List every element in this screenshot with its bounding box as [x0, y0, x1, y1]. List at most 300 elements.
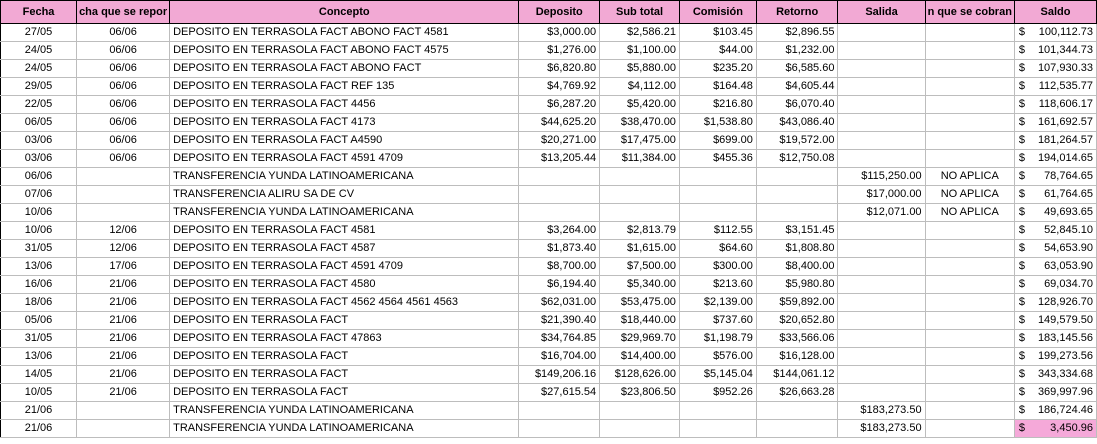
- cell-retorno[interactable]: $1,232.00: [756, 42, 838, 60]
- cell-fecha-reporte[interactable]: [77, 186, 170, 204]
- cell-fecha[interactable]: 07/06: [1, 186, 77, 204]
- saldo-amount: 54,653.90: [1044, 242, 1093, 254]
- cell-retorno[interactable]: $12,750.08: [756, 150, 838, 168]
- cell-concepto[interactable]: DEPOSITO EN TERRASOLA FACT 4580: [170, 276, 519, 294]
- cell-sub-total[interactable]: [600, 186, 680, 204]
- cell-fecha[interactable]: 18/06: [1, 294, 77, 312]
- cell-deposito[interactable]: $8,700.00: [519, 258, 600, 276]
- cell-cobran[interactable]: [925, 96, 1014, 114]
- cell-concepto[interactable]: TRANSFERENCIA ALIRU SA DE CV: [170, 186, 519, 204]
- cell-cobran[interactable]: [925, 348, 1014, 366]
- cell-cobran[interactable]: [925, 294, 1014, 312]
- saldo-amount: 186,724.46: [1037, 404, 1093, 416]
- cell-concepto[interactable]: TRANSFERENCIA YUNDA LATINOAMERICANA: [170, 420, 519, 438]
- cell-saldo[interactable]: [1014, 60, 1096, 78]
- cell-cobran[interactable]: NO APLICA: [925, 204, 1014, 222]
- cell-saldo[interactable]: [1014, 186, 1096, 204]
- saldo-amount: 128,926.70: [1037, 296, 1093, 308]
- cell-cobran[interactable]: [925, 402, 1014, 420]
- cell-sub-total[interactable]: $1,100.00: [600, 42, 680, 60]
- cell-concepto[interactable]: DEPOSITO EN TERRASOLA FACT 4581: [170, 222, 519, 240]
- cell-salida[interactable]: [838, 240, 925, 258]
- cell-cobran[interactable]: NO APLICA: [925, 186, 1014, 204]
- saldo-amount: 194,014.65: [1037, 152, 1093, 164]
- cell-comision[interactable]: $699.00: [679, 132, 756, 150]
- cell-deposito[interactable]: $3,000.00: [519, 24, 600, 42]
- cell-fecha-reporte[interactable]: 21/06: [77, 366, 170, 384]
- currency-symbol: $: [1018, 134, 1026, 146]
- currency-symbol: $: [1018, 314, 1026, 326]
- cell-retorno[interactable]: $2,896.55: [756, 24, 838, 42]
- currency-symbol: $: [1018, 296, 1026, 308]
- cell-concepto[interactable]: DEPOSITO EN TERRASOLA FACT 4587: [170, 240, 519, 258]
- cell-fecha[interactable]: 03/06: [1, 150, 77, 168]
- table-row: [1, 402, 1097, 420]
- cell-deposito[interactable]: $149,206.16: [519, 366, 600, 384]
- saldo-amount: 100,112.73: [1038, 26, 1093, 38]
- cell-fecha[interactable]: 27/05: [1, 24, 77, 42]
- cell-concepto[interactable]: DEPOSITO EN TERRASOLA FACT A4590: [170, 132, 519, 150]
- cell-fecha[interactable]: 29/05: [1, 78, 77, 96]
- cell-fecha[interactable]: 24/05: [1, 42, 77, 60]
- cell-deposito[interactable]: $1,873.40: [519, 240, 600, 258]
- cell-retorno[interactable]: [756, 186, 838, 204]
- cell-retorno[interactable]: $59,892.00: [756, 294, 838, 312]
- cell-saldo[interactable]: [1014, 402, 1096, 420]
- cell-saldo[interactable]: [1014, 276, 1096, 294]
- cell-fecha-reporte[interactable]: 06/06: [77, 78, 170, 96]
- header-saldo[interactable]: Saldo: [1014, 1, 1096, 24]
- cell-cobran[interactable]: [925, 150, 1014, 168]
- cell-cobran[interactable]: [925, 114, 1014, 132]
- cell-sub-total[interactable]: $1,615.00: [600, 240, 680, 258]
- cell-concepto[interactable]: DEPOSITO EN TERRASOLA FACT 4591 4709: [170, 150, 519, 168]
- cell-sub-total[interactable]: $11,384.00: [600, 150, 680, 168]
- cell-fecha[interactable]: 16/06: [1, 276, 77, 294]
- cell-deposito[interactable]: $3,264.00: [519, 222, 600, 240]
- cell-retorno[interactable]: [756, 168, 838, 186]
- header-deposito[interactable]: Deposito: [519, 1, 600, 24]
- cell-fecha-reporte[interactable]: 06/06: [77, 150, 170, 168]
- table-row: [1, 294, 1097, 312]
- cell-salida[interactable]: $17,000.00: [838, 186, 925, 204]
- cell-fecha-reporte[interactable]: 06/06: [77, 132, 170, 150]
- table-row: [1, 204, 1097, 222]
- cell-sub-total[interactable]: $4,112.00: [600, 78, 680, 96]
- cell-saldo[interactable]: [1014, 24, 1096, 42]
- cell-salida[interactable]: [838, 384, 925, 402]
- table-row: [1, 24, 1097, 42]
- cell-fecha-reporte[interactable]: 12/06: [77, 240, 170, 258]
- cell-sub-total[interactable]: $128,626.00: [600, 366, 680, 384]
- cell-fecha-reporte[interactable]: [77, 402, 170, 420]
- currency-symbol: $: [1018, 188, 1026, 200]
- currency-symbol: $: [1018, 278, 1026, 290]
- saldo-amount: 69,034.70: [1044, 278, 1093, 290]
- cell-comision[interactable]: [679, 204, 756, 222]
- cell-retorno[interactable]: $20,652.80: [756, 312, 838, 330]
- cell-cobran[interactable]: [925, 222, 1014, 240]
- cell-sub-total[interactable]: $17,475.00: [600, 132, 680, 150]
- cell-comision[interactable]: [679, 168, 756, 186]
- cell-comision[interactable]: $112.55: [679, 222, 756, 240]
- cell-retorno[interactable]: $5,980.80: [756, 276, 838, 294]
- cell-retorno[interactable]: $6,070.40: [756, 96, 838, 114]
- currency-symbol: $: [1018, 152, 1026, 164]
- currency-symbol: $: [1018, 170, 1026, 182]
- cell-comision[interactable]: [679, 420, 756, 438]
- cell-salida[interactable]: [838, 150, 925, 168]
- cell-fecha-reporte[interactable]: 06/06: [77, 96, 170, 114]
- cell-deposito[interactable]: $4,769.92: [519, 78, 600, 96]
- cell-concepto[interactable]: TRANSFERENCIA YUNDA LATINOAMERICANA: [170, 204, 519, 222]
- cell-sub-total[interactable]: $5,880.00: [600, 60, 680, 78]
- cell-sub-total[interactable]: [600, 402, 680, 420]
- table-row: [1, 42, 1097, 60]
- cell-cobran[interactable]: [925, 258, 1014, 276]
- header-cobran[interactable]: n que se cobran: [925, 1, 1014, 24]
- cell-concepto[interactable]: DEPOSITO EN TERRASOLA FACT 4173: [170, 114, 519, 132]
- table-row: [1, 330, 1097, 348]
- cell-fecha[interactable]: 31/05: [1, 240, 77, 258]
- cell-deposito[interactable]: $44,625.20: [519, 114, 600, 132]
- cell-concepto[interactable]: TRANSFERENCIA YUNDA LATINOAMERICANA: [170, 168, 519, 186]
- cell-concepto[interactable]: DEPOSITO EN TERRASOLA FACT 4591 4709: [170, 258, 519, 276]
- cell-salida[interactable]: [838, 60, 925, 78]
- cell-deposito[interactable]: $13,205.44: [519, 150, 600, 168]
- cell-fecha[interactable]: 10/06: [1, 222, 77, 240]
- header-salida[interactable]: Salida: [838, 1, 925, 24]
- cell-comision[interactable]: $213.60: [679, 276, 756, 294]
- cell-saldo[interactable]: [1014, 240, 1096, 258]
- cell-salida[interactable]: [838, 258, 925, 276]
- cell-concepto[interactable]: DEPOSITO EN TERRASOLA FACT: [170, 384, 519, 402]
- currency-symbol: $: [1018, 242, 1026, 254]
- cell-comision[interactable]: $952.26: [679, 384, 756, 402]
- cell-retorno[interactable]: [756, 204, 838, 222]
- saldo-amount: 161,692.57: [1037, 116, 1093, 128]
- cell-sub-total[interactable]: $5,420.00: [600, 96, 680, 114]
- cell-retorno[interactable]: $19,572.00: [756, 132, 838, 150]
- cell-cobran[interactable]: [925, 42, 1014, 60]
- cell-fecha[interactable]: 21/06: [1, 420, 77, 438]
- cell-fecha[interactable]: 22/05: [1, 96, 77, 114]
- cell-fecha-reporte[interactable]: 21/06: [77, 294, 170, 312]
- cell-sub-total[interactable]: [600, 204, 680, 222]
- cell-saldo[interactable]: [1014, 384, 1096, 402]
- cell-cobran[interactable]: [925, 240, 1014, 258]
- cell-concepto[interactable]: DEPOSITO EN TERRASOLA FACT ABONO FACT: [170, 60, 519, 78]
- cell-deposito[interactable]: [519, 420, 600, 438]
- header-sub-total[interactable]: Sub total: [600, 1, 680, 24]
- cell-saldo[interactable]: [1014, 330, 1096, 348]
- saldo-amount: 181,264.57: [1037, 134, 1093, 146]
- cell-salida[interactable]: $183,273.50: [838, 402, 925, 420]
- cell-salida[interactable]: [838, 330, 925, 348]
- cell-fecha-reporte[interactable]: 17/06: [77, 258, 170, 276]
- cell-cobran[interactable]: [925, 132, 1014, 150]
- cell-salida[interactable]: [838, 276, 925, 294]
- cell-fecha-reporte[interactable]: 06/06: [77, 60, 170, 78]
- cell-retorno[interactable]: $26,663.28: [756, 384, 838, 402]
- table-row: [1, 60, 1097, 78]
- cell-retorno[interactable]: $43,086.40: [756, 114, 838, 132]
- cell-fecha[interactable]: 06/06: [1, 168, 77, 186]
- cell-sub-total[interactable]: [600, 420, 680, 438]
- cell-retorno[interactable]: $8,400.00: [756, 258, 838, 276]
- cell-fecha[interactable]: 10/05: [1, 384, 77, 402]
- cell-cobran[interactable]: [925, 312, 1014, 330]
- cell-deposito[interactable]: $16,704.00: [519, 348, 600, 366]
- cell-cobran[interactable]: [925, 330, 1014, 348]
- cell-salida[interactable]: [838, 24, 925, 42]
- cell-saldo[interactable]: [1014, 366, 1096, 384]
- cell-fecha[interactable]: 13/06: [1, 348, 77, 366]
- cell-saldo[interactable]: [1014, 132, 1096, 150]
- cell-comision[interactable]: [679, 186, 756, 204]
- saldo-amount: 3,450.96: [1050, 422, 1093, 434]
- table-row: [1, 420, 1097, 438]
- cell-fecha-reporte[interactable]: 06/06: [77, 42, 170, 60]
- cell-salida[interactable]: [838, 366, 925, 384]
- saldo-amount: 369,997.96: [1037, 386, 1093, 398]
- cell-saldo[interactable]: [1014, 168, 1096, 186]
- cell-comision[interactable]: $235.20: [679, 60, 756, 78]
- cell-fecha-reporte[interactable]: 21/06: [77, 330, 170, 348]
- cell-deposito[interactable]: $62,031.00: [519, 294, 600, 312]
- cell-deposito[interactable]: $20,271.00: [519, 132, 600, 150]
- cell-sub-total[interactable]: $2,586.21: [600, 24, 680, 42]
- cell-retorno[interactable]: $16,128.00: [756, 348, 838, 366]
- cell-saldo[interactable]: [1014, 114, 1096, 132]
- cell-comision[interactable]: $164.48: [679, 78, 756, 96]
- cell-fecha[interactable]: 31/05: [1, 330, 77, 348]
- cell-sub-total[interactable]: $38,470.00: [600, 114, 680, 132]
- table-row: [1, 258, 1097, 276]
- saldo-amount: 61,764.65: [1044, 188, 1093, 200]
- cell-cobran[interactable]: [925, 420, 1014, 438]
- cell-saldo[interactable]: [1014, 348, 1096, 366]
- cell-fecha-reporte[interactable]: 21/06: [77, 312, 170, 330]
- cell-retorno[interactable]: $1,808.80: [756, 240, 838, 258]
- cell-comision[interactable]: $737.60: [679, 312, 756, 330]
- cell-concepto[interactable]: DEPOSITO EN TERRASOLA FACT REF 135: [170, 78, 519, 96]
- cell-concepto[interactable]: TRANSFERENCIA YUNDA LATINOAMERICANA: [170, 402, 519, 420]
- table-row: [1, 186, 1097, 204]
- cell-comision[interactable]: $576.00: [679, 348, 756, 366]
- table-row: [1, 132, 1097, 150]
- cell-sub-total[interactable]: $23,806.50: [600, 384, 680, 402]
- cell-salida[interactable]: [838, 42, 925, 60]
- cell-saldo[interactable]: [1014, 96, 1096, 114]
- cell-fecha-reporte[interactable]: [77, 168, 170, 186]
- table-row: [1, 384, 1097, 402]
- cell-salida[interactable]: $12,071.00: [838, 204, 925, 222]
- cell-cobran[interactable]: [925, 60, 1014, 78]
- cell-fecha[interactable]: 14/05: [1, 366, 77, 384]
- cell-fecha[interactable]: 06/05: [1, 114, 77, 132]
- cell-concepto[interactable]: DEPOSITO EN TERRASOLA FACT ABONO FACT 4575: [170, 42, 519, 60]
- cell-deposito[interactable]: $27,615.54: [519, 384, 600, 402]
- cell-salida[interactable]: [838, 222, 925, 240]
- table-row: [1, 150, 1097, 168]
- header-fecha-reporte[interactable]: cha que se repor: [77, 1, 170, 24]
- table-row: [1, 312, 1097, 330]
- cell-fecha-reporte[interactable]: 21/06: [77, 276, 170, 294]
- header-retorno[interactable]: Retorno: [756, 1, 838, 24]
- cell-fecha-reporte[interactable]: 12/06: [77, 222, 170, 240]
- cell-comision[interactable]: $455.36: [679, 150, 756, 168]
- cell-fecha[interactable]: 05/06: [1, 312, 77, 330]
- cell-cobran[interactable]: [925, 78, 1014, 96]
- cell-fecha-reporte[interactable]: [77, 420, 170, 438]
- cell-comision[interactable]: $1,198.79: [679, 330, 756, 348]
- cell-concepto[interactable]: DEPOSITO EN TERRASOLA FACT: [170, 366, 519, 384]
- cell-salida[interactable]: [838, 78, 925, 96]
- cell-deposito[interactable]: $1,276.00: [519, 42, 600, 60]
- saldo-amount: 343,334.68: [1037, 368, 1093, 380]
- table-row: [1, 78, 1097, 96]
- cell-fecha-reporte[interactable]: [77, 204, 170, 222]
- cell-fecha[interactable]: 21/06: [1, 402, 77, 420]
- cell-salida[interactable]: $183,273.50: [838, 420, 925, 438]
- cell-cobran[interactable]: [925, 276, 1014, 294]
- cell-concepto[interactable]: DEPOSITO EN TERRASOLA FACT 4456: [170, 96, 519, 114]
- cell-deposito[interactable]: [519, 402, 600, 420]
- cell-deposito[interactable]: $6,287.20: [519, 96, 600, 114]
- currency-symbol: $: [1018, 386, 1026, 398]
- cell-retorno[interactable]: $4,605.44: [756, 78, 838, 96]
- saldo-amount: 118,606.17: [1038, 98, 1093, 110]
- cell-comision[interactable]: $103.45: [679, 24, 756, 42]
- cell-cobran[interactable]: [925, 24, 1014, 42]
- saldo-amount: 183,145.56: [1037, 332, 1093, 344]
- cell-saldo[interactable]: [1014, 204, 1096, 222]
- currency-symbol: $: [1018, 116, 1026, 128]
- cell-saldo[interactable]: [1014, 258, 1096, 276]
- cell-retorno[interactable]: $6,585.60: [756, 60, 838, 78]
- cell-saldo[interactable]: [1014, 294, 1096, 312]
- cell-comision[interactable]: $300.00: [679, 258, 756, 276]
- cell-fecha-reporte[interactable]: 21/06: [77, 348, 170, 366]
- cell-fecha[interactable]: 13/06: [1, 258, 77, 276]
- cell-salida[interactable]: [838, 312, 925, 330]
- cell-fecha[interactable]: 03/06: [1, 132, 77, 150]
- cell-deposito[interactable]: [519, 186, 600, 204]
- cell-sub-total[interactable]: $2,813.79: [600, 222, 680, 240]
- cell-cobran[interactable]: NO APLICA: [925, 168, 1014, 186]
- cell-comision[interactable]: $2,139.00: [679, 294, 756, 312]
- cell-cobran[interactable]: [925, 384, 1014, 402]
- cell-concepto[interactable]: DEPOSITO EN TERRASOLA FACT: [170, 348, 519, 366]
- cell-salida[interactable]: [838, 96, 925, 114]
- cell-deposito[interactable]: [519, 168, 600, 186]
- cell-salida[interactable]: [838, 132, 925, 150]
- currency-symbol: $: [1018, 350, 1026, 362]
- cell-deposito[interactable]: $34,764.85: [519, 330, 600, 348]
- table-row: [1, 348, 1097, 366]
- header-comision[interactable]: Comisión: [679, 1, 756, 24]
- saldo-amount: 107,930.33: [1037, 62, 1093, 74]
- currency-symbol: $: [1018, 260, 1026, 272]
- cell-saldo[interactable]: [1014, 78, 1096, 96]
- cell-sub-total[interactable]: $18,440.00: [600, 312, 680, 330]
- cell-sub-total[interactable]: $53,475.00: [600, 294, 680, 312]
- cell-sub-total[interactable]: $29,969.70: [600, 330, 680, 348]
- saldo-amount: 199,273.56: [1037, 350, 1093, 362]
- cell-deposito[interactable]: $6,194.40: [519, 276, 600, 294]
- cell-retorno[interactable]: $33,566.06: [756, 330, 838, 348]
- cell-fecha[interactable]: 10/06: [1, 204, 77, 222]
- cell-fecha-reporte[interactable]: 06/06: [77, 24, 170, 42]
- cell-comision[interactable]: $1,538.80: [679, 114, 756, 132]
- cell-deposito[interactable]: $6,820.80: [519, 60, 600, 78]
- cell-concepto[interactable]: DEPOSITO EN TERRASOLA FACT: [170, 312, 519, 330]
- cell-comision[interactable]: $216.80: [679, 96, 756, 114]
- saldo-amount: 112,535.77: [1038, 80, 1093, 92]
- cell-retorno[interactable]: $3,151.45: [756, 222, 838, 240]
- currency-symbol: $: [1018, 80, 1026, 92]
- cell-sub-total[interactable]: $7,500.00: [600, 258, 680, 276]
- cell-fecha-reporte[interactable]: 21/06: [77, 384, 170, 402]
- table-row: [1, 276, 1097, 294]
- currency-symbol: $: [1018, 224, 1026, 236]
- cell-sub-total[interactable]: [600, 168, 680, 186]
- cell-retorno[interactable]: [756, 420, 838, 438]
- cell-saldo[interactable]: [1014, 150, 1096, 168]
- cell-comision[interactable]: $44.00: [679, 42, 756, 60]
- cell-deposito[interactable]: $21,390.40: [519, 312, 600, 330]
- cell-comision[interactable]: $5,145.04: [679, 366, 756, 384]
- currency-symbol: $: [1018, 422, 1026, 434]
- cell-saldo[interactable]: [1014, 420, 1096, 438]
- saldo-amount: 101,344.73: [1037, 44, 1093, 56]
- currency-symbol: $: [1018, 44, 1026, 56]
- table-row: [1, 168, 1097, 186]
- cell-retorno[interactable]: [756, 402, 838, 420]
- cell-salida[interactable]: $115,250.00: [838, 168, 925, 186]
- saldo-amount: 78,764.65: [1044, 170, 1093, 182]
- cell-saldo[interactable]: [1014, 42, 1096, 60]
- cell-concepto[interactable]: DEPOSITO EN TERRASOLA FACT 47863: [170, 330, 519, 348]
- header-fecha[interactable]: Fecha: [1, 1, 77, 24]
- cell-fecha[interactable]: 24/05: [1, 60, 77, 78]
- cell-sub-total[interactable]: $5,340.00: [600, 276, 680, 294]
- cell-cobran[interactable]: [925, 366, 1014, 384]
- cell-concepto[interactable]: DEPOSITO EN TERRASOLA FACT ABONO FACT 4581: [170, 24, 519, 42]
- saldo-amount: 52,845.10: [1044, 224, 1093, 236]
- cell-salida[interactable]: [838, 348, 925, 366]
- cell-salida[interactable]: [838, 294, 925, 312]
- currency-symbol: $: [1018, 368, 1026, 380]
- cell-salida[interactable]: [838, 114, 925, 132]
- table-row: [1, 222, 1097, 240]
- cell-fecha-reporte[interactable]: 06/06: [77, 114, 170, 132]
- currency-symbol: $: [1018, 26, 1026, 38]
- cell-comision[interactable]: $64.60: [679, 240, 756, 258]
- cell-saldo[interactable]: [1014, 222, 1096, 240]
- cell-deposito[interactable]: [519, 204, 600, 222]
- cell-saldo[interactable]: [1014, 312, 1096, 330]
- cell-retorno[interactable]: $144,061.12: [756, 366, 838, 384]
- cell-comision[interactable]: [679, 402, 756, 420]
- saldo-amount: 149,579.50: [1037, 314, 1093, 326]
- header-concepto[interactable]: Concepto: [170, 1, 519, 24]
- currency-symbol: $: [1018, 332, 1026, 344]
- cell-concepto[interactable]: DEPOSITO EN TERRASOLA FACT 4562 4564 4561 4563: [170, 294, 519, 312]
- cell-sub-total[interactable]: $14,400.00: [600, 348, 680, 366]
- saldo-amount: 49,693.65: [1044, 206, 1093, 218]
